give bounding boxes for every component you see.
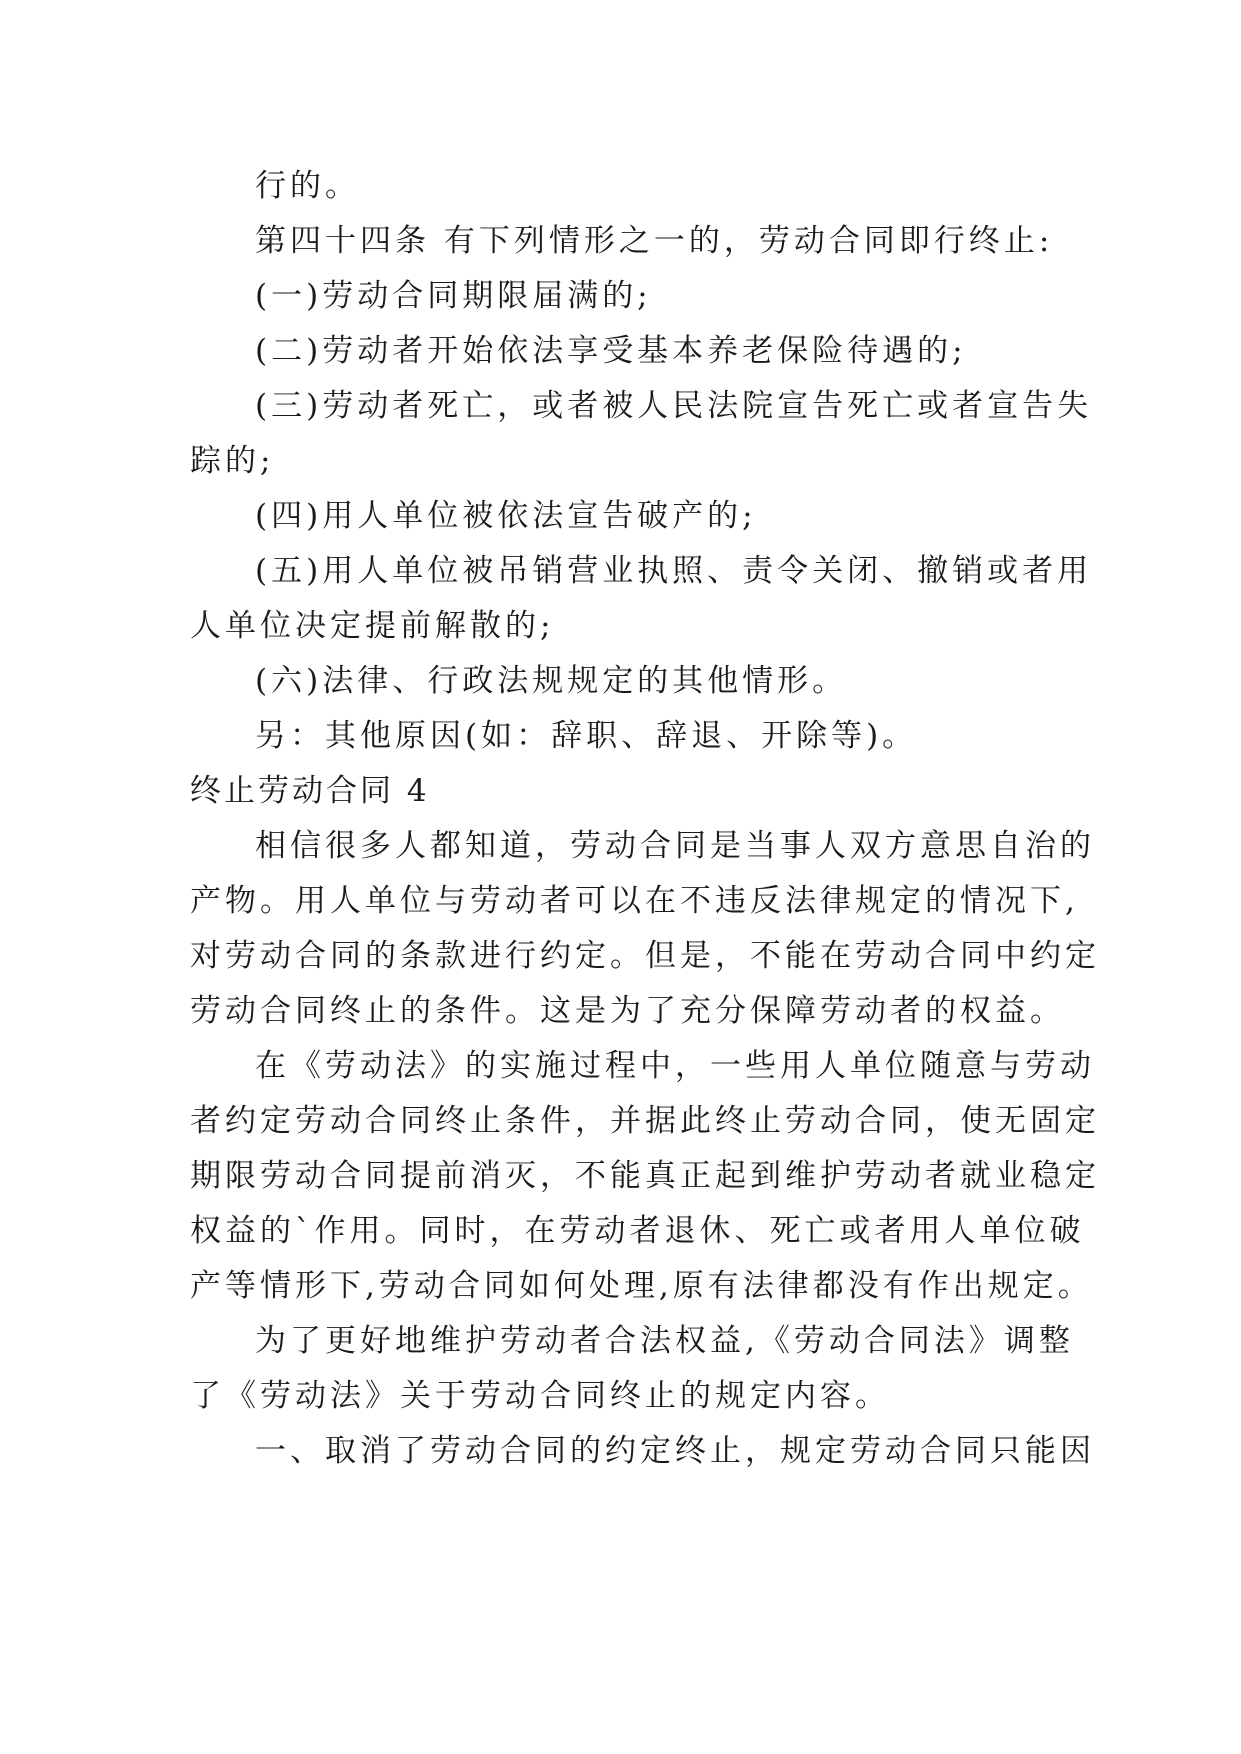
paragraph-line: 为了更好地维护劳动者合法权益,《劳动合同法》调整 — [255, 1323, 1074, 1359]
paragraph-line: 期限劳动合同提前消灭，不能真正起到维护劳动者就业稳定 — [190, 1158, 1100, 1194]
paragraph-line: 在《劳动法》的实施过程中，一些用人单位随意与劳动 — [255, 1048, 1095, 1084]
paragraph-line: 另：其他原因(如：辞职、辞退、开除等)。 — [255, 718, 918, 754]
paragraph-line: 对劳动合同的条款进行约定。但是，不能在劳动合同中约定 — [190, 938, 1100, 974]
list-item-line: (四)用人单位被依法宣告破产的; — [255, 498, 757, 534]
paragraph-line: 产等情形下,劳动合同如何处理,原有法律都没有作出规定。 — [190, 1268, 1093, 1304]
paragraph-line: 者约定劳动合同终止条件，并据此终止劳动合同，使无固定 — [190, 1103, 1100, 1139]
article-heading-line: 第四十四条 有下列情形之一的，劳动合同即行终止: — [255, 223, 1054, 259]
paragraph-line: 一、取消了劳动合同的约定终止，规定劳动合同只能因 — [255, 1433, 1095, 1469]
paragraph-line: 相信很多人都知道，劳动合同是当事人双方意思自治的 — [255, 828, 1095, 864]
list-item-line: (三)劳动者死亡，或者被人民法院宣告死亡或者宣告失 — [255, 388, 1093, 424]
list-item-continuation: 踪的; — [190, 443, 275, 479]
list-item-line: (五)用人单位被吊销营业执照、责令关闭、撤销或者用 — [255, 553, 1093, 589]
list-item-continuation: 人单位决定提前解散的; — [190, 608, 555, 644]
paragraph-line: 劳动合同终止的条件。这是为了充分保障劳动者的权益。 — [190, 993, 1065, 1029]
section-heading: 终止劳动合同 4 — [190, 773, 430, 809]
paragraph-line: 了《劳动法》关于劳动合同终止的规定内容。 — [190, 1378, 890, 1414]
paragraph-line: 产物。用人单位与劳动者可以在不违反法律规定的情况下, — [190, 883, 1079, 919]
list-item-line: (一)劳动合同期限届满的; — [255, 278, 652, 314]
paragraph-line: 权益的`作用。同时，在劳动者退休、死亡或者用人单位破 — [190, 1213, 1085, 1249]
paragraph-line: 行的。 — [255, 168, 360, 204]
list-item-line: (六)法律、行政法规规定的其他情形。 — [255, 663, 848, 699]
list-item-line: (二)劳动者开始依法享受基本养老保险待遇的; — [255, 333, 967, 369]
